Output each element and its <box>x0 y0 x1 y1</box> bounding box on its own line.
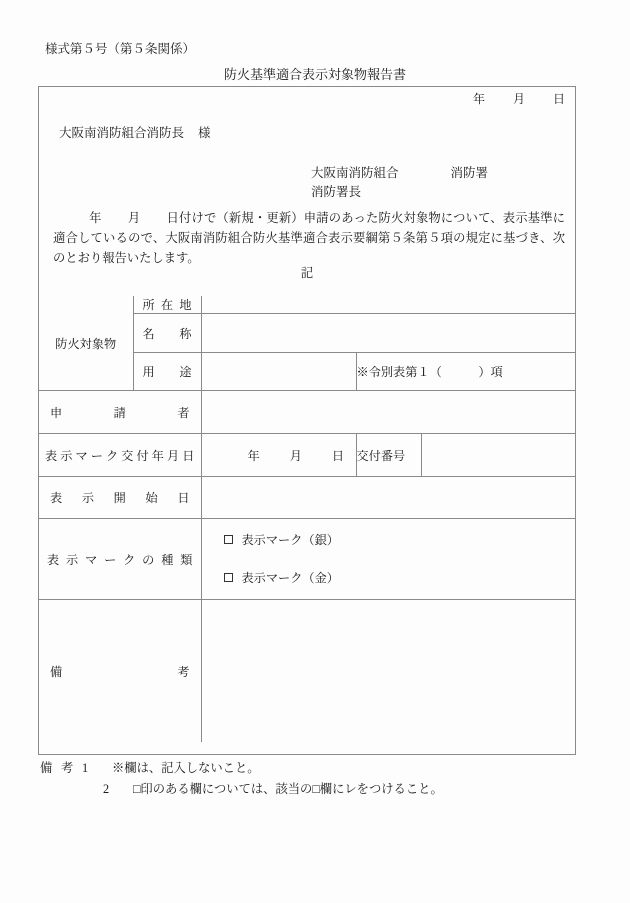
footer-note-2 <box>40 779 443 800</box>
submission-date-line <box>473 93 565 105</box>
mid-c2: 示 <box>60 448 73 463</box>
mt-c4: ー <box>104 552 117 567</box>
mark-issue-date-fields <box>202 447 356 464</box>
name-c2: 称 <box>179 326 192 341</box>
addressee-name: 大阪南消防組合消防長 <box>59 126 185 140</box>
mid-c4: ー <box>90 448 103 463</box>
issuer-block <box>311 164 488 202</box>
footer-note-2-text: □印のある欄については、該当の□欄にレをつけること。 <box>133 782 443 796</box>
report-body-text <box>53 208 565 268</box>
loc-c3: 地 <box>179 298 192 312</box>
issuer-station: 消防署 <box>450 166 489 180</box>
body-month-label: 月 <box>127 211 141 225</box>
target-object-label: 防火対象物 <box>55 336 117 351</box>
mark-issue-date-label-cell <box>39 434 201 477</box>
mid-c5: ク <box>106 448 119 463</box>
ds-c2: 示 <box>81 491 95 505</box>
use-c1: 用 <box>142 365 155 379</box>
location-label-cell <box>133 296 201 314</box>
form-number: 様式第５号（第５条関係） <box>45 42 196 56</box>
mt-c8: 類 <box>180 552 193 567</box>
issuer-organization: 大阪南消防組合 <box>311 166 399 180</box>
ft-c2: 考 <box>61 761 74 775</box>
body-year-label: 年 <box>89 211 102 225</box>
issuer-first-line <box>311 164 488 183</box>
app-c3: 者 <box>177 405 190 420</box>
mark-issue-date-value-cell[interactable] <box>201 434 356 477</box>
mid-c6: 交 <box>121 448 134 463</box>
body-line-1: 日付けで（新規・更新）申請のあった防火対象物について、表示基準に適合 <box>53 211 565 245</box>
preamble-section <box>39 87 575 296</box>
checkbox-icon[interactable] <box>224 573 233 582</box>
use-reference-cell: ※令別表第１（ ）項 <box>356 353 575 391</box>
checkbox-icon[interactable] <box>224 535 233 544</box>
mt-c2: 示 <box>66 552 79 567</box>
ds-c1: 表 <box>50 491 63 505</box>
addressee-honorific: 様 <box>198 126 211 140</box>
ds-c3: 開 <box>113 491 126 505</box>
loc-c2: 在 <box>160 298 174 312</box>
mark-type-silver-label: 表示マーク（銀） <box>241 533 339 547</box>
mid-c10: 日 <box>182 448 195 463</box>
location-label <box>134 296 201 313</box>
remarks-value-cell[interactable] <box>201 600 575 743</box>
mt-c3: マ <box>85 552 98 567</box>
mark-issue-year: 年 <box>247 448 260 463</box>
mt-c6: の <box>142 552 155 567</box>
name-label <box>134 325 201 342</box>
footer-notes <box>40 758 443 800</box>
remarks-label <box>39 663 201 680</box>
body-line-2: しているので、大阪南消防組合防火基準適合表示要綱第５条第５項の規定に基づき、次のとおり <box>53 231 565 265</box>
mid-c8: 年 <box>151 448 164 463</box>
applicant-label <box>39 404 201 421</box>
table-row-mark-type <box>39 519 575 600</box>
app-c1: 申 <box>50 405 63 420</box>
footer-note-1-number: 1 <box>82 761 89 775</box>
table-row-remarks <box>39 600 575 743</box>
date-month-label: 月 <box>512 92 525 106</box>
use-label <box>134 363 201 380</box>
date-day-label: 日 <box>552 92 565 106</box>
use-value-cell[interactable] <box>201 353 356 391</box>
use-label-cell <box>133 353 201 391</box>
report-table <box>39 296 575 742</box>
name-label-cell <box>133 314 201 353</box>
target-object-label-cell <box>39 296 133 391</box>
mt-c1: 表 <box>47 552 60 567</box>
mark-type-label <box>39 551 201 568</box>
remarks-label-cell <box>39 600 201 743</box>
loc-c1: 所 <box>142 298 155 312</box>
mid-c7: 付 <box>136 448 149 463</box>
use-c2: 途 <box>179 365 192 379</box>
mark-type-label-cell <box>39 519 201 600</box>
footer-note-1-text: ※欄は、記入しないこと。 <box>112 761 260 775</box>
mt-c5: ク <box>123 552 136 567</box>
display-start-value-cell[interactable] <box>201 477 575 519</box>
mid-c9: 月 <box>167 448 180 463</box>
footer-note-1 <box>40 758 443 779</box>
date-year-label: 年 <box>472 92 485 106</box>
mark-type-gold-option[interactable] <box>224 563 576 593</box>
mark-type-option-list <box>202 525 576 593</box>
display-start-label <box>39 489 201 506</box>
mid-c1: 表 <box>45 448 58 463</box>
table-row-location <box>39 296 575 314</box>
applicant-value-cell[interactable] <box>201 391 575 434</box>
form-frame <box>38 86 576 755</box>
location-value-cell[interactable] <box>201 296 575 314</box>
mark-issue-month: 月 <box>289 448 302 463</box>
ds-c4: 始 <box>145 491 158 505</box>
table-row-applicant <box>39 391 575 434</box>
mark-type-gold-label: 表示マーク（金） <box>241 571 339 585</box>
rm-c2: 考 <box>177 664 190 679</box>
name-value-cell[interactable] <box>201 314 575 353</box>
issue-number-label-cell: 交付番号 <box>356 434 421 477</box>
issuer-title: 消防署長 <box>311 185 362 199</box>
issue-number-value-cell[interactable] <box>421 434 575 477</box>
table-row-display-start <box>39 477 575 519</box>
applicant-label-cell <box>39 391 201 434</box>
body-line-3: 報告いたします。 <box>102 251 200 265</box>
mark-type-options-cell <box>201 519 575 600</box>
ft-c1: 備 <box>40 761 53 775</box>
footer-label <box>40 758 82 779</box>
ki-marker: 記 <box>300 266 314 280</box>
mark-issue-date-label <box>39 447 201 464</box>
mark-type-silver-option[interactable] <box>224 525 576 555</box>
display-start-label-cell <box>39 477 201 519</box>
mark-issue-day: 日 <box>331 448 345 463</box>
addressee-line <box>59 127 211 140</box>
mt-c7: 種 <box>161 552 174 567</box>
name-c1: 名 <box>142 326 155 341</box>
ds-c5: 日 <box>177 491 190 505</box>
footer-note-2-number: 2 <box>103 782 110 796</box>
rm-c1: 備 <box>50 664 63 679</box>
mid-c3: マ <box>75 448 88 463</box>
table-row-mark-issue-date <box>39 434 575 477</box>
document-title: 防火基準適合表示対象物報告書 <box>223 67 406 82</box>
app-c2: 請 <box>113 405 126 420</box>
